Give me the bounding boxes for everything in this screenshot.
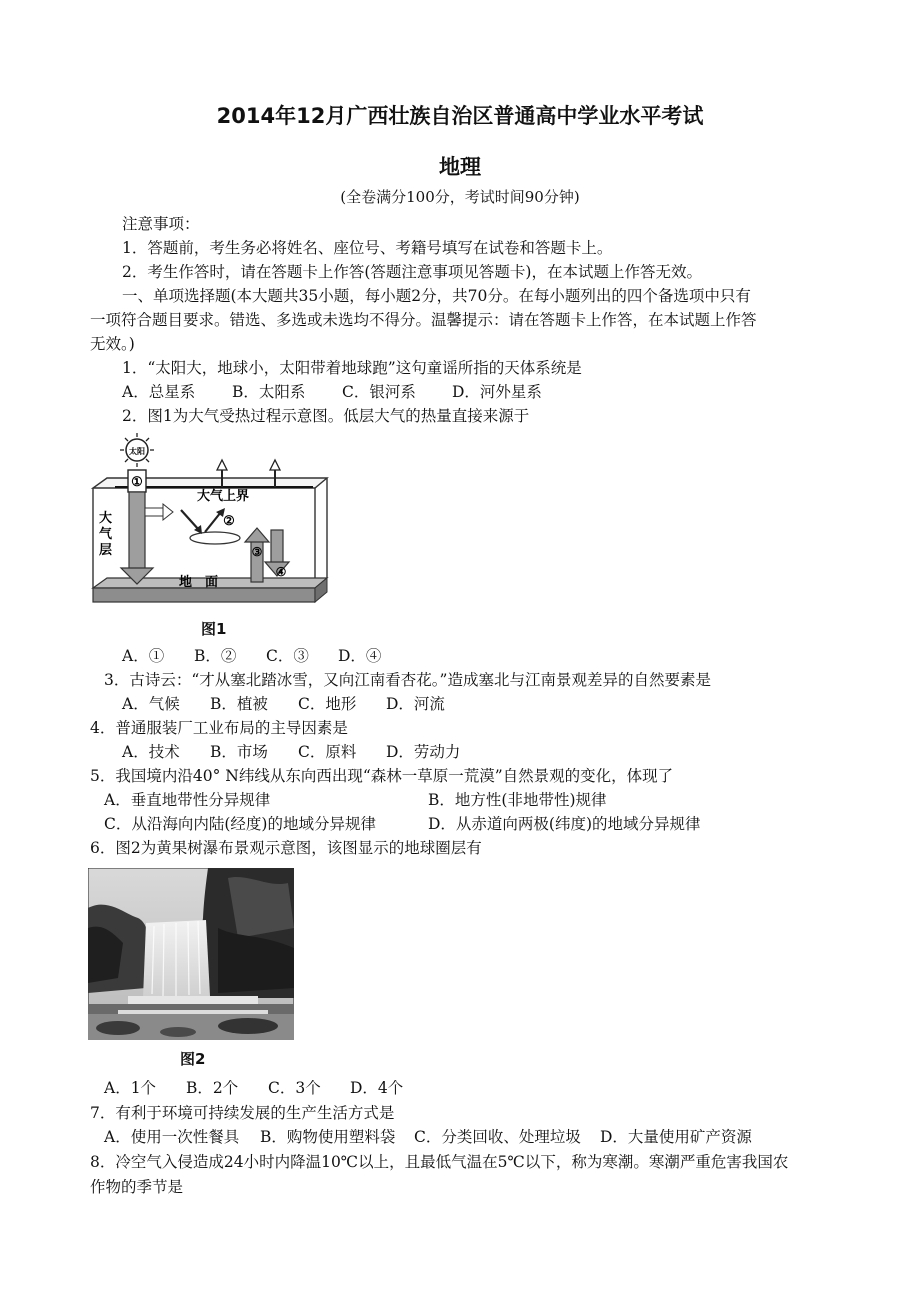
atmosphere-label-3: 层: [99, 543, 113, 558]
atmosphere-label-2: 气: [99, 527, 113, 542]
subject-title: 地理: [439, 155, 481, 179]
q5-option-c: C．从沿海向内陆(经度)的地域分异规律: [104, 815, 376, 833]
top-boundary-label: 大气上界: [197, 489, 250, 504]
q4-option-b: B．市场: [210, 743, 268, 761]
q7-option-c: C．分类回收、处理垃圾: [414, 1128, 581, 1146]
q3-stem: 3．古诗云：“才从塞北踏冰雪，又向江南看杏花。”造成塞北与江南景观差异的自然要素是: [104, 671, 711, 689]
q3-option-d: D．河流: [386, 695, 445, 713]
q6-option-c: C．3个: [268, 1079, 321, 1097]
q7-option-b: B．购物使用塑料袋: [260, 1128, 396, 1146]
q6-option-d: D．4个: [350, 1079, 404, 1097]
figure-2-waterfall-image: [88, 868, 294, 1040]
q5-option-a: A．垂直地带性分异规律: [104, 791, 271, 809]
q5-option-b: B．地方性(非地带性)规律: [428, 791, 607, 809]
q4-option-c: C．原料: [298, 743, 357, 761]
figure-1-caption: 图1: [201, 620, 227, 638]
q8-line-1: 8．冷空气入侵造成24小时内降温10℃以上，且最低气温在5℃以下，称为寒潮。寒潮严重危害我国农: [90, 1153, 789, 1171]
section1-line-2: 一项符合题目要求。错选、多选或未选均不得分。温馨提示：请在答题卡上作答，在本试题上作答: [90, 311, 757, 329]
q7-option-d: D．大量使用矿产资源: [600, 1128, 752, 1146]
figure-2-caption: 图2: [180, 1050, 206, 1068]
q6-option-b: B．2个: [186, 1079, 239, 1097]
q2-option-c: C．③: [266, 647, 309, 665]
q6-stem: 6．图2为黄果树瀑布景观示意图，该图显示的地球圈层有: [90, 839, 482, 857]
marker-3: ③: [251, 545, 263, 559]
q4-stem: 4．普通服装厂工业布局的主导因素是: [90, 719, 348, 737]
q8-line-2: 作物的季节是: [90, 1178, 184, 1196]
exam-meta: (全卷满分100分，考试时间90分钟): [340, 188, 580, 206]
q3-option-a: A．气候: [122, 695, 180, 713]
section1-line-3: 无效。): [90, 335, 135, 353]
marker-4: ④: [275, 565, 287, 579]
ground-label: 地 面: [179, 575, 219, 590]
section1-line-1: 一、单项选择题(本大题共35小题，每小题2分，共70分。在每小题列出的四个备选项中只有: [122, 287, 751, 305]
sun-icon: [120, 433, 154, 467]
q2-option-d: D．④: [338, 647, 382, 665]
q5-stem: 5．我国境内沿40° N纬线从东向西出现“森林一草原一荒漠”自然景观的变化，体现了: [90, 767, 674, 785]
exam-title: 2014年12月广西壮族自治区普通高中学业水平考试: [216, 104, 704, 128]
q4-option-a: A．技术: [122, 743, 180, 761]
q7-option-a: A．使用一次性餐具: [104, 1128, 240, 1146]
q7-stem: 7．有利于环境可持续发展的生产生活方式是: [90, 1104, 395, 1122]
q4-option-d: D．劳动力: [386, 743, 461, 761]
notes-heading: 注意事项：: [122, 215, 200, 233]
notes-item-2: 2．考生作答时，请在答题卡上作答(答题注意事项见答题卡)，在本试题上作答无效。: [122, 263, 702, 281]
q3-option-b: B．植被: [210, 695, 268, 713]
q6-option-a: A．1个: [104, 1079, 157, 1097]
notes-item-1: 1．答题前，考生务必将姓名、座位号、考籍号填写在试卷和答题卡上。: [122, 239, 613, 257]
q2-stem: 2．图1为大气受热过程示意图。低层大气的热量直接来源于: [122, 407, 530, 425]
q2-option-b: B．②: [194, 647, 237, 665]
q3-option-c: C．地形: [298, 695, 357, 713]
marker-1: ①: [131, 475, 143, 490]
q1-option-b: B．太阳系: [232, 383, 306, 401]
q5-option-d: D．从赤道向两极(纬度)的地域分异规律: [428, 815, 701, 833]
figure-1-diagram: [85, 430, 335, 615]
marker-2: ②: [223, 514, 235, 529]
sun-label: 太阳: [129, 447, 145, 456]
q2-option-a: A．①: [122, 647, 165, 665]
q1-option-a: A．总星系: [122, 383, 196, 401]
q1-option-d: D．河外星系: [452, 383, 542, 401]
q1-stem: 1．“太阳大，地球小，太阳带着地球跑”这句童谣所指的天体系统是: [122, 359, 582, 377]
q1-option-c: C．银河系: [342, 383, 416, 401]
atmosphere-label-1: 大: [99, 511, 113, 526]
